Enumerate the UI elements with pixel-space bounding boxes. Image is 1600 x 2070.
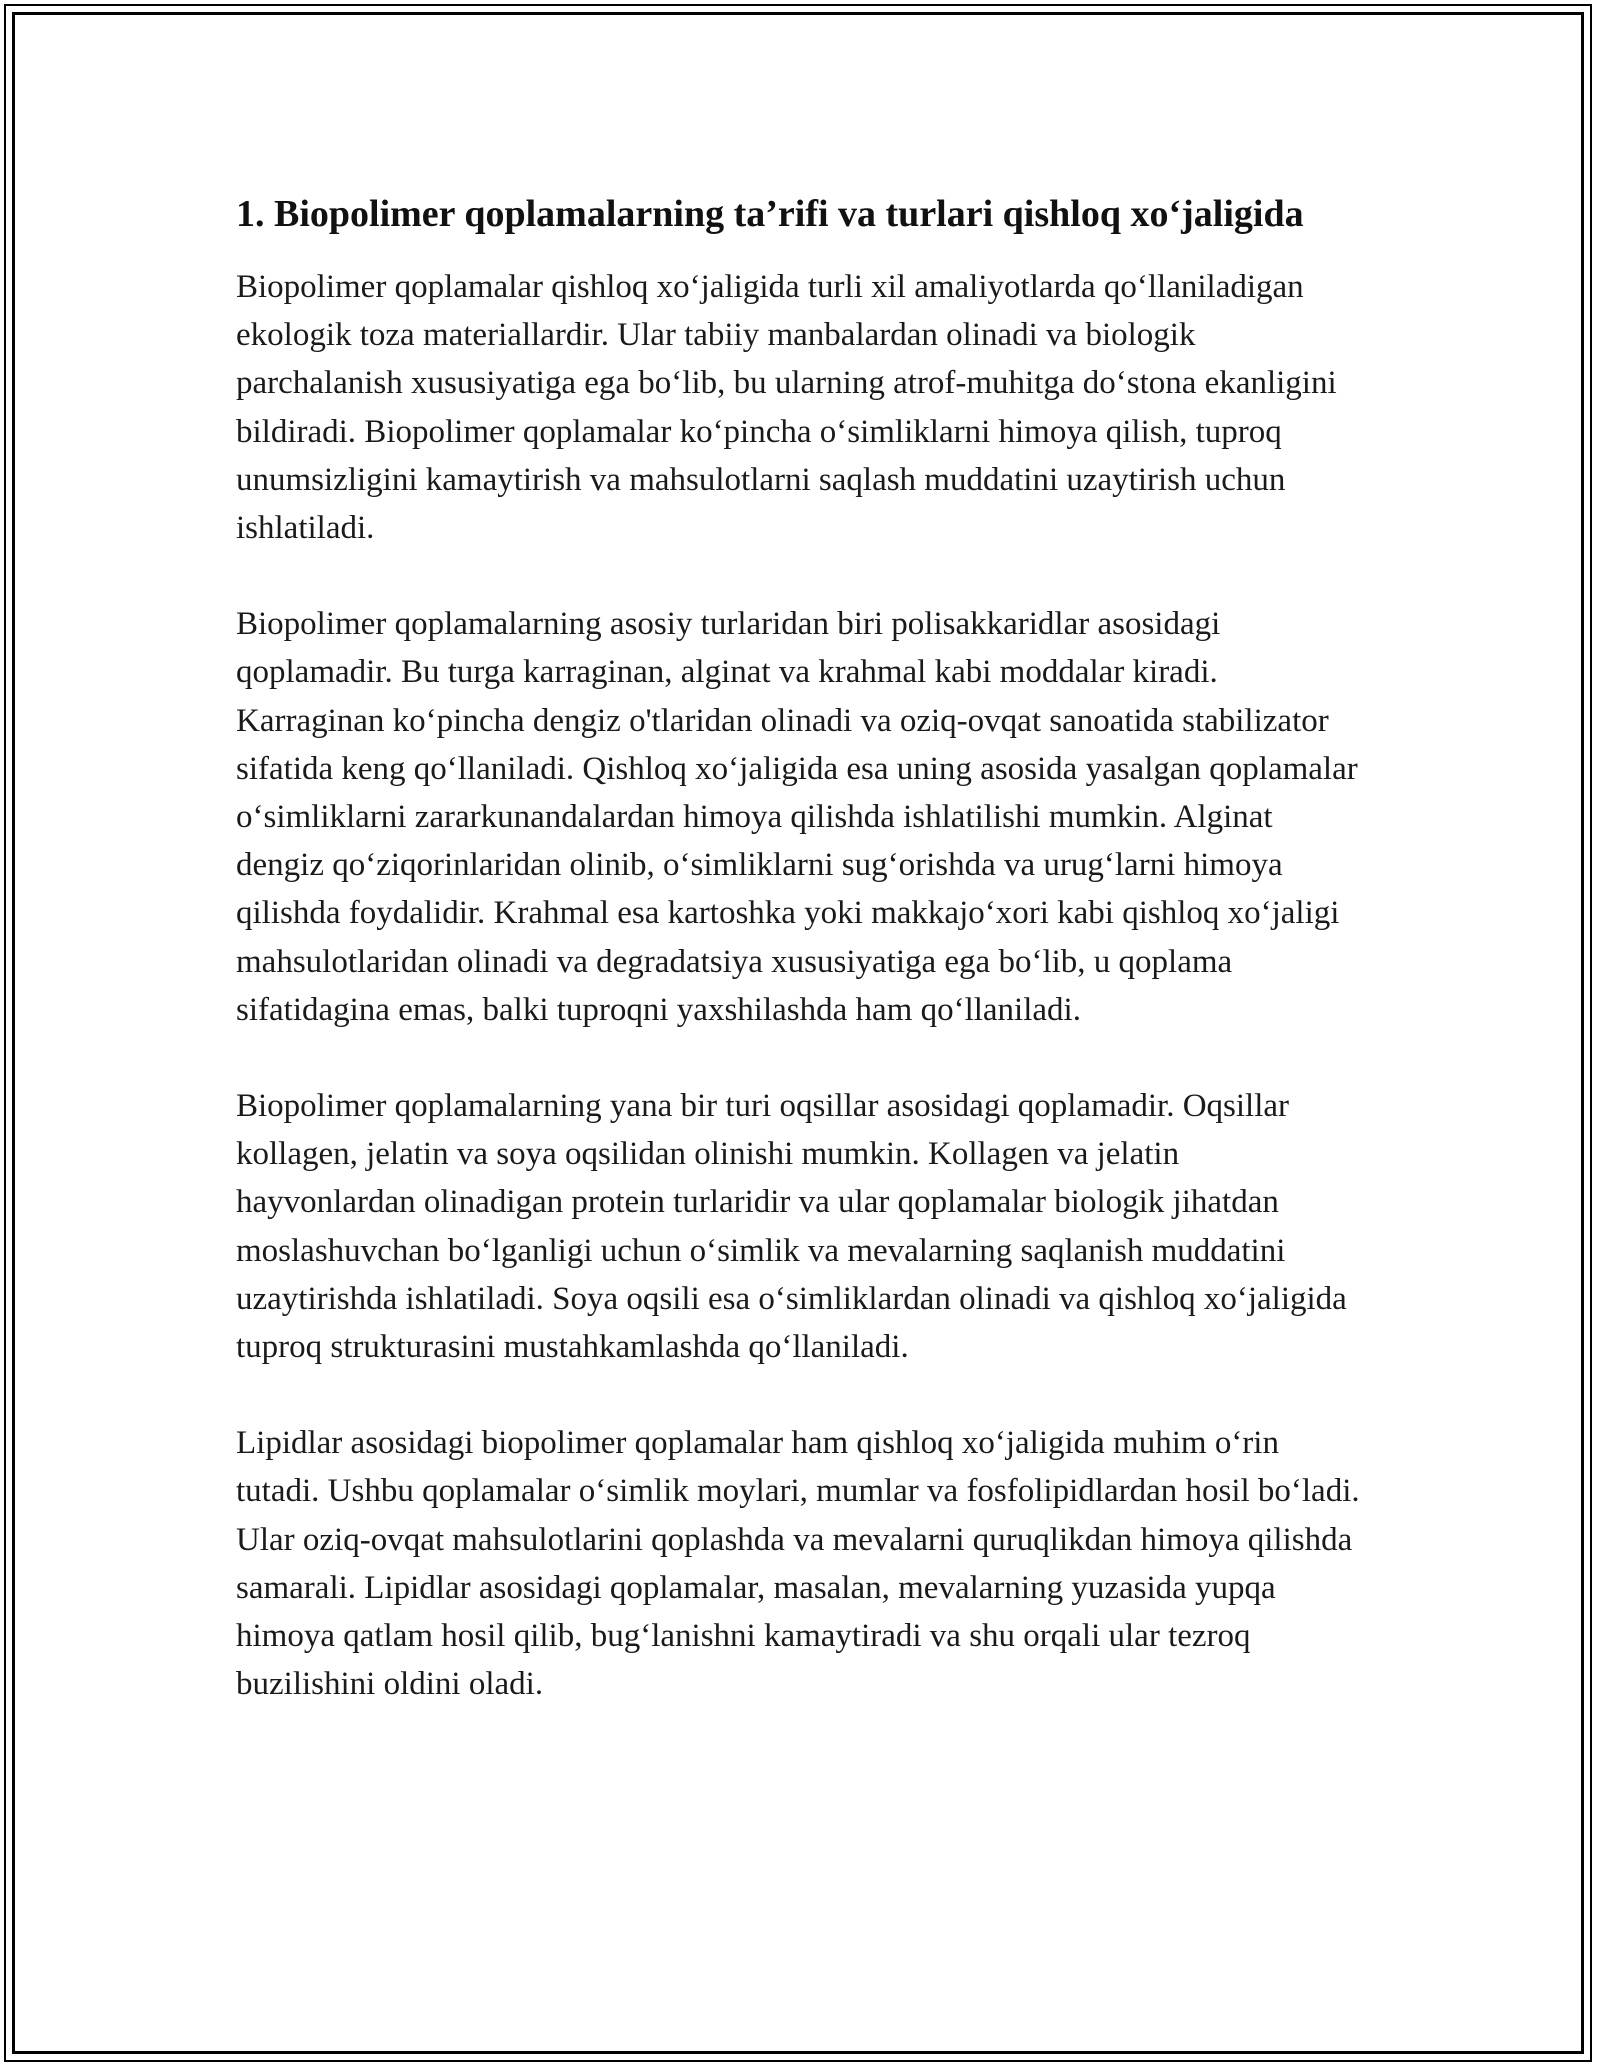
- section-heading: 1. Biopolimer qoplamalarning ta’rifi va turlari qishloq xo‘jaligida: [236, 193, 1304, 235]
- paragraph-intro: Biopolimer qoplamalar qishloq xo‘jaligida turli xil amaliyotlarda qo‘llaniladigan ekologik toza materiallardir. Ular tabiiy manbalardan olinadi va biologik parchalanish xususiyatiga ega bo‘lib, bu ularning atrof-muhitga do‘stona ekanligini bildiradi. Biopolimer qoplamalar ko‘pincha o‘simliklarni himoya qilish, tuproq unumsizligini kamaytirish va mahsulotlarni saqlash muddatini uzaytirish uchun ishlatiladi.: [236, 269, 1337, 547]
- paragraph-polysaccharides: Biopolimer qoplamalarning asosiy turlaridan biri polisakkaridlar asosidagi qoplamadir. Bu turga karraginan, alginat va krahmal kabi moddalar kiradi. Karraginan ko‘pincha dengiz o'tlaridan olinadi va oziq-ovqat sanoatida stabilizator sifatida keng qo‘llaniladi. Qishloq xo‘jaligida esa uning asosida yasalgan qoplamalar o‘simliklarni zararkunandalardan himoya qilishda ishlatilishi mumkin. Alginat dengiz qo‘ziqorinlaridan olinib, o‘simliklarni sug‘orishda va urug‘larni himoya qilishda foydalidir. Krahmal esa kartoshka yoki makkajo‘xori kabi qishloq xo‘jaligi mahsulotlaridan olinadi va degradatsiya xususiyatiga ega bo‘lib, u qoplama sifatidagina emas, balki tuproqni yaxshilashda ham qo‘llaniladi.: [236, 606, 1358, 1028]
- document-body: [236, 186, 1366, 1708]
- paragraph-lipids: Lipidlar asosidagi biopolimer qoplamalar ham qishloq xo‘jaligida muhim o‘rin tutadi. Ushbu qoplamalar o‘simlik moylari, mumlar va fosfolipidlardan hosil bo‘ladi. Ular oziq-ovqat mahsulotlarini qoplashda va mevalarni quruqlikdan himoya qilishda samarali. Lipidlar asosidagi qoplamalar, masalan, mevalarning yuzasida yupqa himoya qatlam hosil qilib, bug‘lanishni kamaytiradi va shu orqali ular tezroq buzilishini oldini oladi.: [236, 1425, 1360, 1703]
- paragraph-proteins: Biopolimer qoplamalarning yana bir turi oqsillar asosidagi qoplamadir. Oqsillar kollagen, jelatin va soya oqsilidan olinishi mumkin. Kollagen va jelatin hayvonlardan olinadigan protein turlaridir va ular qoplamalar biologik jihatdan moslashuvchan bo‘lganligi uchun o‘simlik va mevalarning saqlanish muddatini uzaytirishda ishlatiladi. Soya oqsili esa o‘simliklardan olinadi va qishloq xo‘jaligida tuproq strukturasini mustahkamlashda qo‘llaniladi.: [236, 1088, 1347, 1366]
